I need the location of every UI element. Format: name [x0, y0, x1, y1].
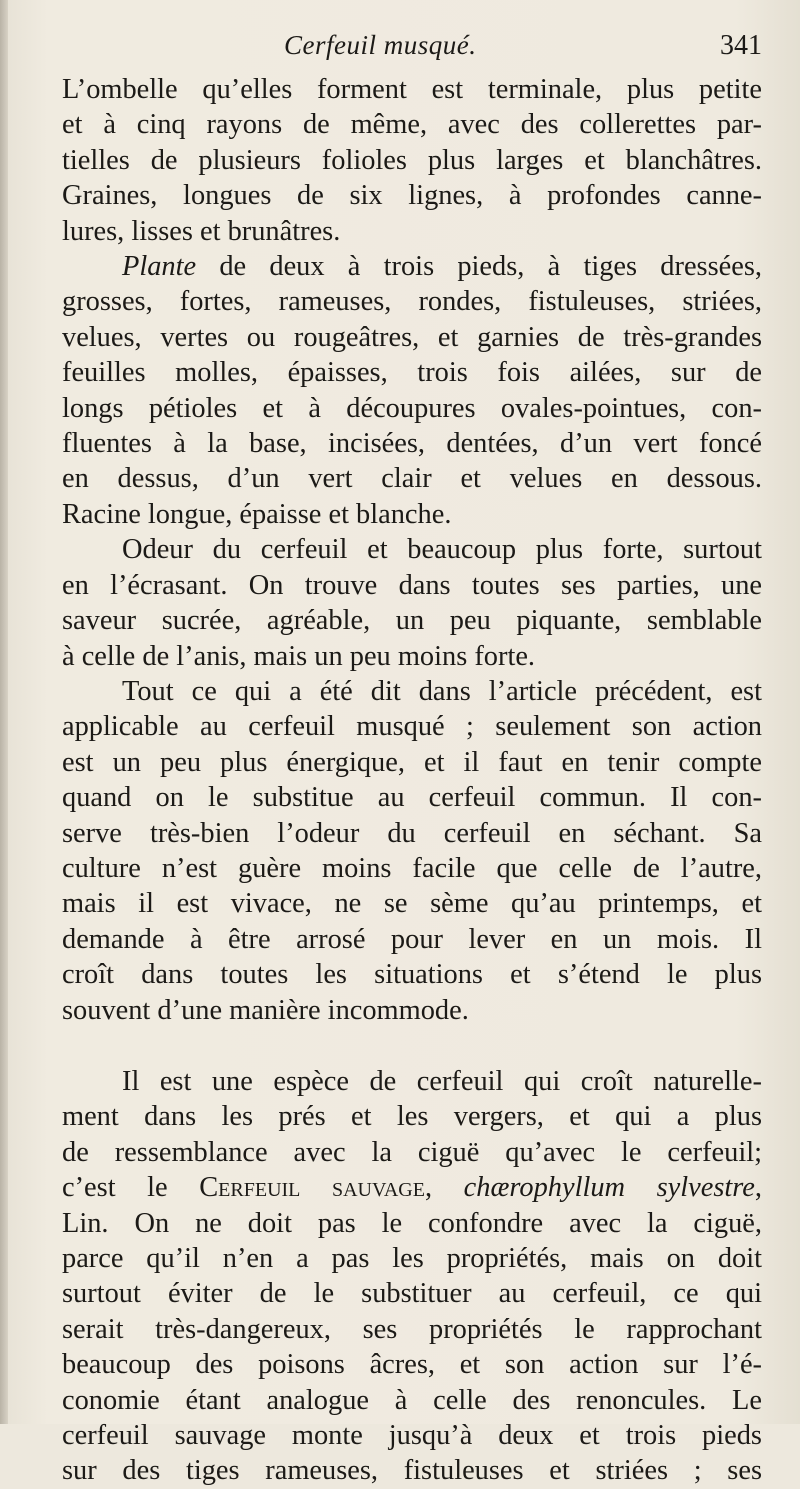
text-line: lures, lisses et brunâtres.	[62, 215, 341, 247]
lead-term: Plante	[122, 251, 197, 283]
text-line: grosses, fortes, rameuses, rondes, fistuleuses, striées,	[62, 286, 762, 318]
text-line: Odeur du cerfeuil et beaucoup plus forte, surtout	[122, 534, 762, 566]
page-number: 341	[720, 30, 762, 61]
text-line: conomie étant analogue à celle des renoncules. Le	[62, 1384, 762, 1416]
text-line: saveur sucrée, agréable, un peu piquante, semblable	[62, 605, 762, 637]
text-line: Tout ce qui a été dit dans l’article précédent, est	[122, 675, 762, 707]
text-line: croît dans toutes les situations et s’étend le plus	[62, 959, 762, 991]
page-gutter	[0, 0, 8, 1424]
text-line: Il est une espèce de cerfeuil qui croît naturelle-	[122, 1065, 762, 1097]
text-line: longs pétioles et à découpures ovales-pointues, con-	[62, 392, 762, 424]
text-line: feuilles molles, épaisses, trois fois ailées, sur de	[62, 357, 762, 389]
text-line: quand on le substitue au cerfeuil commun. Il con-	[62, 782, 762, 814]
latin-name: chærophyllum sylvestre	[463, 1172, 755, 1204]
page-header	[62, 30, 762, 66]
text-line	[62, 249, 762, 284]
text-line: L’ombelle qu’elles forment est terminale, plus petite	[62, 74, 762, 105]
text-line: velues, vertes ou rougeâtres, et garnies de très-grandes	[62, 321, 762, 353]
text-line: tielles de plusieurs folioles plus larges et blanchâtres.	[62, 144, 762, 176]
line-text: ,	[754, 1172, 763, 1204]
text-line: mais il est vivace, ne se sème qu’au printemps, et	[62, 888, 762, 920]
text-line: Lin. On ne doit pas le confondre avec la ciguë,	[62, 1207, 762, 1239]
text-line: cerfeuil sauvage monte jusqu’à deux et trois pieds	[62, 1420, 762, 1452]
text-line: en l’écrasant. On trouve dans toutes ses parties, une	[62, 569, 762, 601]
text-line: est un peu plus énergique, et il faut en tenir compte	[62, 746, 762, 778]
line-text: ,	[424, 1172, 464, 1204]
text-line: culture n’est guère moins facile que celle de l’autre,	[62, 852, 762, 884]
text-line: Racine longue, épaisse et blanche.	[62, 498, 452, 530]
text-line: ment dans les prés et les vergers, et qui a plus	[62, 1101, 762, 1133]
species-name: Cerfeuil sauvage	[199, 1172, 425, 1204]
body-text	[62, 72, 762, 1489]
text-line: souvent d’une manière incommode.	[62, 994, 469, 1026]
paragraph-gap	[62, 1028, 762, 1064]
text-line: parce qu’il n’en a pas les propriétés, mais on doit	[62, 1243, 762, 1274]
text-line: fluentes à la base, incisées, dentées, d’un vert foncé	[62, 428, 762, 460]
text-line: serve très-bien l’odeur du cerfeuil en séchant. Sa	[62, 817, 762, 849]
text-line: demande à être arrosé pour lever en un mois. Il	[62, 923, 762, 955]
running-title: Cerfeuil musqué.	[284, 30, 477, 60]
text-line: de ressemblance avec la ciguë qu’avec le cerfeuil;	[62, 1136, 762, 1168]
text-line: en dessus, d’un vert clair et velues en dessous.	[62, 463, 762, 495]
line-text: c’est le	[62, 1172, 200, 1204]
text-line: sur des tiges rameuses, fistuleuses et striées ; ses	[62, 1455, 762, 1487]
text-line	[62, 1170, 762, 1205]
text-line: serait très-dangereux, ses propriétés le rapprochant	[62, 1313, 762, 1345]
text-line: surtout éviter de le substituer au cerfeuil, ce qui	[62, 1278, 762, 1310]
text-line: applicable au cerfeuil musqué ; seulement son action	[62, 711, 762, 743]
line-text: de deux à trois pieds, à tiges dressées,	[219, 251, 762, 283]
text-line: beaucoup des poisons âcres, et son action sur l’é-	[62, 1349, 762, 1381]
text-line: et à cinq rayons de même, avec des collerettes par-	[62, 109, 762, 141]
text-line: Graines, longues de six lignes, à profondes canne-	[62, 180, 762, 212]
text-line: à celle de l’anis, mais un peu moins forte.	[62, 640, 536, 672]
